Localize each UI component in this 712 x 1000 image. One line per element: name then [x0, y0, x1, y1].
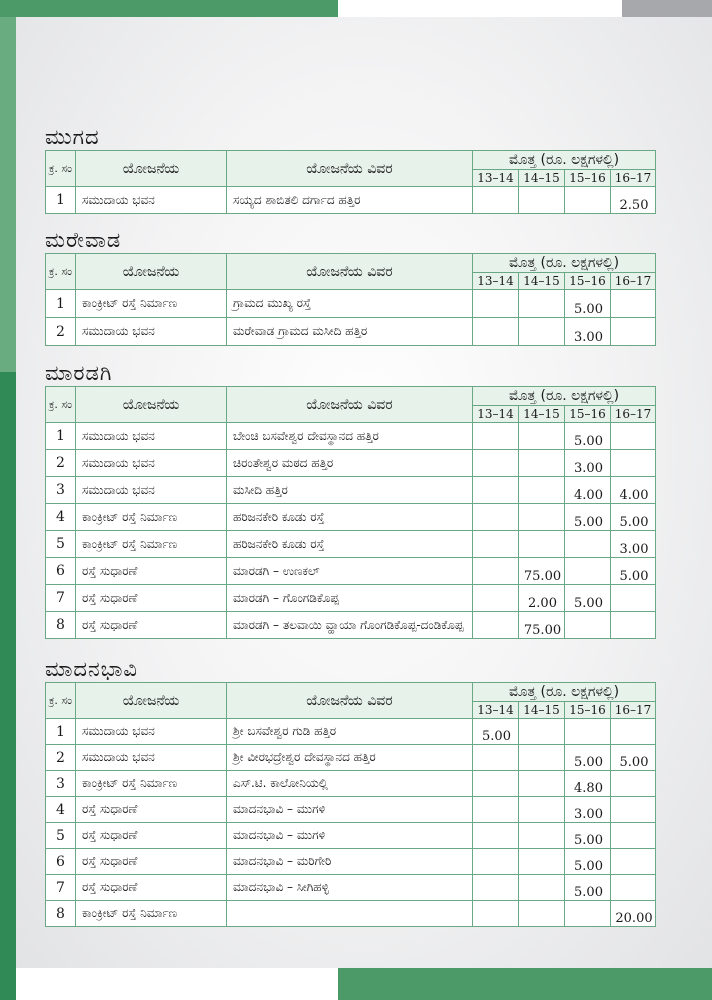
- col-header-scheme: ಯೋಜನೆಯ: [76, 387, 227, 423]
- col-header-details: ಯೋಜನೆಯ ವಿವರ: [227, 151, 473, 187]
- row-sn: 1: [46, 290, 76, 318]
- row-sn: 2: [46, 450, 76, 477]
- row-amount-13-14: [473, 849, 519, 875]
- row-amount-14-15: [519, 423, 565, 450]
- row-amount-14-15: [519, 531, 565, 558]
- row-amount-14-15: [519, 849, 565, 875]
- row-amount-16-17: [611, 585, 656, 612]
- row-amount-16-17: [611, 875, 656, 901]
- section-maradagi: [45, 360, 655, 639]
- col-header-year: 14–15: [519, 702, 565, 719]
- col-header-year: 14–15: [519, 406, 565, 423]
- row-sn: 7: [46, 875, 76, 901]
- village-title: ಮಾರಡಗಿ: [45, 361, 113, 385]
- row-amount-15-16: [565, 901, 611, 927]
- col-header-details: ಯೋಜನೆಯ ವಿವರ: [227, 683, 473, 719]
- row-amount-13-14: 5.00: [473, 719, 519, 745]
- works-table: [45, 386, 656, 639]
- row-amount-13-14: [473, 901, 519, 927]
- col-header-year: 16–17: [611, 273, 656, 290]
- col-header-year: 15–16: [565, 170, 611, 187]
- row-scheme: ಸಮುದಾಯ ಭವನ: [76, 450, 227, 477]
- section-marewada: [45, 227, 655, 346]
- table-row: [46, 531, 656, 558]
- table-row: [46, 477, 656, 504]
- col-header-year: 13–14: [473, 170, 519, 187]
- row-amount-14-15: [519, 290, 565, 318]
- row-scheme: ಕಾಂಕ್ರೀಟ್ ರಸ್ತೆ ನಿರ್ಮಾಣ: [76, 901, 227, 927]
- table-row: [46, 187, 656, 214]
- row-amount-16-17: [611, 612, 656, 639]
- top-green-bar: [0, 0, 338, 17]
- row-amount-15-16: [565, 531, 611, 558]
- row-amount-16-17: 4.00: [611, 477, 656, 504]
- row-amount-16-17: [611, 797, 656, 823]
- row-sn: 2: [46, 745, 76, 771]
- col-header-year: 15–16: [565, 273, 611, 290]
- row-details: ಹರಿಜನಕೇರಿ ಕೂಡು ರಸ್ತೆ: [227, 504, 473, 531]
- table-row: [46, 823, 656, 849]
- row-amount-13-14: [473, 318, 519, 346]
- row-details: ಎಸ್.ಟಿ. ಕಾಲೋನಿಯಲ್ಲಿ: [227, 771, 473, 797]
- row-details: ಮಾದನಭಾವಿ – ಸೀಗಿಹಳ್ಳಿ: [227, 875, 473, 901]
- row-details: ಶ್ರೀ ಬಸವೇಶ್ವರ ಗುಡಿ ಹತ್ತಿರ: [227, 719, 473, 745]
- row-details: ಮಾರಡಗಿ – ತಲವಾಯಿ ವ್ಹಾಯಾ ಗೊಂಗಡಿಕೊಪ್ಪ-ದಂಡಿಕೊಪ್ಪ: [227, 612, 473, 639]
- table-row: [46, 797, 656, 823]
- col-header-year: 13–14: [473, 702, 519, 719]
- row-sn: 3: [46, 477, 76, 504]
- row-sn: 1: [46, 423, 76, 450]
- table-row: [46, 290, 656, 318]
- row-amount-15-16: 3.00: [565, 318, 611, 346]
- row-sn: 8: [46, 901, 76, 927]
- col-header-sn: ಕ್ರ. ಸಂ: [46, 683, 76, 719]
- row-amount-14-15: 75.00: [519, 612, 565, 639]
- table-row: [46, 318, 656, 346]
- row-sn: 2: [46, 318, 76, 346]
- row-scheme: ಕಾಂಕ್ರೀಟ್ ರಸ್ತೆ ನಿರ್ಮಾಣ: [76, 504, 227, 531]
- row-amount-15-16: [565, 187, 611, 214]
- row-amount-14-15: [519, 719, 565, 745]
- col-header-scheme: ಯೋಜನೆಯ: [76, 254, 227, 290]
- row-scheme: ರಸ್ತೆ ಸುಧಾರಣೆ: [76, 797, 227, 823]
- row-sn: 6: [46, 558, 76, 585]
- col-header-year: 14–15: [519, 273, 565, 290]
- works-table: [45, 682, 656, 927]
- table-row: [46, 423, 656, 450]
- row-amount-14-15: [519, 477, 565, 504]
- col-header-year: 13–14: [473, 406, 519, 423]
- row-amount-13-14: [473, 771, 519, 797]
- row-amount-16-17: [611, 290, 656, 318]
- row-sn: 1: [46, 187, 76, 214]
- row-amount-15-16: 5.00: [565, 823, 611, 849]
- row-amount-14-15: [519, 823, 565, 849]
- row-amount-15-16: [565, 719, 611, 745]
- col-header-year: 16–17: [611, 406, 656, 423]
- row-amount-13-14: [473, 450, 519, 477]
- left-light-green-bar: [0, 17, 16, 372]
- row-amount-15-16: 3.00: [565, 797, 611, 823]
- row-amount-13-14: [473, 612, 519, 639]
- row-scheme: ಕಾಂಕ್ರೀಟ್ ರಸ್ತೆ ನಿರ್ಮಾಣ: [76, 771, 227, 797]
- row-details: ಮಾದನಭಾವಿ – ಮುಗಳಿ: [227, 823, 473, 849]
- col-header-year: 16–17: [611, 170, 656, 187]
- row-amount-16-17: [611, 450, 656, 477]
- row-scheme: ಕಾಂಕ್ರೀಟ್ ರಸ್ತೆ ನಿರ್ಮಾಣ: [76, 290, 227, 318]
- row-details: ಮಾರಡಗಿ – ಉಣಕಲ್: [227, 558, 473, 585]
- row-amount-16-17: 5.00: [611, 504, 656, 531]
- table-row: [46, 771, 656, 797]
- row-sn: 3: [46, 771, 76, 797]
- row-amount-15-16: 5.00: [565, 585, 611, 612]
- row-amount-14-15: [519, 875, 565, 901]
- table-row: [46, 745, 656, 771]
- row-details: ಸಯ್ಯದ ಶಾಬಿತಲಿ ದರ್ಗಾದ ಹತ್ತಿರ: [227, 187, 473, 214]
- row-amount-16-17: [611, 823, 656, 849]
- row-scheme: ರಸ್ತೆ ಸುಧಾರಣೆ: [76, 823, 227, 849]
- col-header-year: 15–16: [565, 406, 611, 423]
- bottom-green-bar: [338, 968, 712, 1000]
- row-amount-13-14: [473, 745, 519, 771]
- row-amount-14-15: [519, 450, 565, 477]
- table-row: [46, 450, 656, 477]
- col-header-year: 13–14: [473, 273, 519, 290]
- table-row: [46, 585, 656, 612]
- row-amount-15-16: 5.00: [565, 290, 611, 318]
- row-details: [227, 901, 473, 927]
- works-table: [45, 150, 656, 214]
- row-amount-14-15: [519, 318, 565, 346]
- col-header-scheme: ಯೋಜನೆಯ: [76, 151, 227, 187]
- row-amount-13-14: [473, 875, 519, 901]
- section-madanabhavi: [45, 656, 655, 927]
- table-row: [46, 504, 656, 531]
- table-row: [46, 849, 656, 875]
- row-details: ಮಸೀದಿ ಹತ್ತಿರ: [227, 477, 473, 504]
- top-gray-bar: [622, 0, 712, 17]
- row-amount-16-17: 5.00: [611, 558, 656, 585]
- row-amount-15-16: 5.00: [565, 745, 611, 771]
- row-amount-16-17: 5.00: [611, 745, 656, 771]
- row-amount-15-16: 5.00: [565, 504, 611, 531]
- row-scheme: ರಸ್ತೆ ಸುಧಾರಣೆ: [76, 612, 227, 639]
- table-row: [46, 719, 656, 745]
- row-amount-15-16: [565, 612, 611, 639]
- row-scheme: ಸಮುದಾಯ ಭವನ: [76, 318, 227, 346]
- row-details: ಹರಿಜನಕೇರಿ ಕೂಡು ರಸ್ತೆ: [227, 531, 473, 558]
- row-amount-13-14: [473, 558, 519, 585]
- col-header-sn: ಕ್ರ. ಸಂ: [46, 387, 76, 423]
- row-amount-14-15: [519, 504, 565, 531]
- village-title: ಮಾದನಭಾವಿ: [45, 657, 138, 681]
- row-amount-13-14: [473, 531, 519, 558]
- works-table: [45, 253, 656, 346]
- row-amount-15-16: 3.00: [565, 450, 611, 477]
- village-title: ಮರೇವಾಡ: [45, 228, 122, 252]
- row-scheme: ಸಮುದಾಯ ಭವನ: [76, 187, 227, 214]
- col-header-total: ಮೊತ್ತ (ರೂ. ಲಕ್ಷಗಳಲ್ಲಿ): [473, 151, 656, 170]
- row-amount-16-17: [611, 719, 656, 745]
- row-scheme: ಸಮುದಾಯ ಭವನ: [76, 477, 227, 504]
- row-details: ಗ್ರಾಮದ ಮುಖ್ಯ ರಸ್ತೆ: [227, 290, 473, 318]
- row-amount-15-16: 4.80: [565, 771, 611, 797]
- row-amount-14-15: 75.00: [519, 558, 565, 585]
- row-amount-13-14: [473, 797, 519, 823]
- village-title: ಮುಗದ: [45, 125, 100, 149]
- row-amount-13-14: [473, 423, 519, 450]
- row-sn: 8: [46, 612, 76, 639]
- col-header-scheme: ಯೋಜನೆಯ: [76, 683, 227, 719]
- row-amount-16-17: [611, 423, 656, 450]
- row-amount-13-14: [473, 187, 519, 214]
- row-amount-15-16: 4.00: [565, 477, 611, 504]
- row-amount-16-17: 2.50: [611, 187, 656, 214]
- row-scheme: ಸಮುದಾಯ ಭವನ: [76, 719, 227, 745]
- row-amount-13-14: [473, 290, 519, 318]
- row-scheme: ರಸ್ತೆ ಸುಧಾರಣೆ: [76, 849, 227, 875]
- row-amount-16-17: [611, 771, 656, 797]
- table-row: [46, 558, 656, 585]
- row-amount-15-16: [565, 558, 611, 585]
- row-sn: 4: [46, 797, 76, 823]
- row-sn: 4: [46, 504, 76, 531]
- row-details: ಮಾರಡಗಿ – ಗೊಂಗಡಿಕೊಪ್ಪ: [227, 585, 473, 612]
- row-amount-15-16: 5.00: [565, 849, 611, 875]
- col-header-sn: ಕ್ರ. ಸಂ: [46, 151, 76, 187]
- row-amount-16-17: [611, 318, 656, 346]
- row-scheme: ಸಮುದಾಯ ಭವನ: [76, 423, 227, 450]
- row-details: ಮರೇವಾಡ ಗ್ರಾಮದ ಮಸೀದಿ ಹತ್ತಿರ: [227, 318, 473, 346]
- table-row: [46, 612, 656, 639]
- row-amount-14-15: [519, 771, 565, 797]
- table-row: [46, 901, 656, 927]
- row-amount-14-15: [519, 901, 565, 927]
- left-dark-green-bar: [0, 372, 16, 1000]
- row-amount-16-17: [611, 849, 656, 875]
- row-sn: 7: [46, 585, 76, 612]
- col-header-total: ಮೊತ್ತ (ರೂ. ಲಕ್ಷಗಳಲ್ಲಿ): [473, 387, 656, 406]
- row-amount-13-14: [473, 477, 519, 504]
- col-header-sn: ಕ್ರ. ಸಂ: [46, 254, 76, 290]
- row-amount-14-15: [519, 745, 565, 771]
- row-details: ಮಾದನಭಾವಿ – ಮುಗಳಿ: [227, 797, 473, 823]
- row-amount-13-14: [473, 823, 519, 849]
- row-amount-13-14: [473, 585, 519, 612]
- row-scheme: ರಸ್ತೆ ಸುಧಾರಣೆ: [76, 558, 227, 585]
- col-header-total: ಮೊತ್ತ (ರೂ. ಲಕ್ಷಗಳಲ್ಲಿ): [473, 254, 656, 273]
- row-sn: 5: [46, 823, 76, 849]
- table-row: [46, 875, 656, 901]
- row-details: ಚಿರಂತೇಶ್ವರ ಮಠದ ಹತ್ತಿರ: [227, 450, 473, 477]
- row-amount-16-17: 20.00: [611, 901, 656, 927]
- row-amount-14-15: [519, 797, 565, 823]
- col-header-year: 15–16: [565, 702, 611, 719]
- row-scheme: ಸಮುದಾಯ ಭವನ: [76, 745, 227, 771]
- section-mugada: [45, 124, 655, 214]
- row-amount-16-17: 3.00: [611, 531, 656, 558]
- row-amount-13-14: [473, 504, 519, 531]
- col-header-total: ಮೊತ್ತ (ರೂ. ಲಕ್ಷಗಳಲ್ಲಿ): [473, 683, 656, 702]
- col-header-year: 16–17: [611, 702, 656, 719]
- row-sn: 5: [46, 531, 76, 558]
- row-amount-15-16: 5.00: [565, 423, 611, 450]
- row-amount-14-15: 2.00: [519, 585, 565, 612]
- row-details: ಬೇಂಚಿ ಬಸವೇಶ್ವರ ದೇವಸ್ಥಾನದ ಹತ್ತಿರ: [227, 423, 473, 450]
- col-header-details: ಯೋಜನೆಯ ವಿವರ: [227, 254, 473, 290]
- row-scheme: ರಸ್ತೆ ಸುಧಾರಣೆ: [76, 585, 227, 612]
- row-scheme: ರಸ್ತೆ ಸುಧಾರಣೆ: [76, 875, 227, 901]
- row-details: ಮಾದನಭಾವಿ – ಮರಿಗೇರಿ: [227, 849, 473, 875]
- row-scheme: ಕಾಂಕ್ರೀಟ್ ರಸ್ತೆ ನಿರ್ಮಾಣ: [76, 531, 227, 558]
- row-sn: 6: [46, 849, 76, 875]
- row-amount-14-15: [519, 187, 565, 214]
- row-sn: 1: [46, 719, 76, 745]
- col-header-year: 14–15: [519, 170, 565, 187]
- col-header-details: ಯೋಜನೆಯ ವಿವರ: [227, 387, 473, 423]
- row-details: ಶ್ರೀ ವೀರಭದ್ರೇಶ್ವರ ದೇವಸ್ಥಾನದ ಹತ್ತಿರ: [227, 745, 473, 771]
- row-amount-15-16: 5.00: [565, 875, 611, 901]
